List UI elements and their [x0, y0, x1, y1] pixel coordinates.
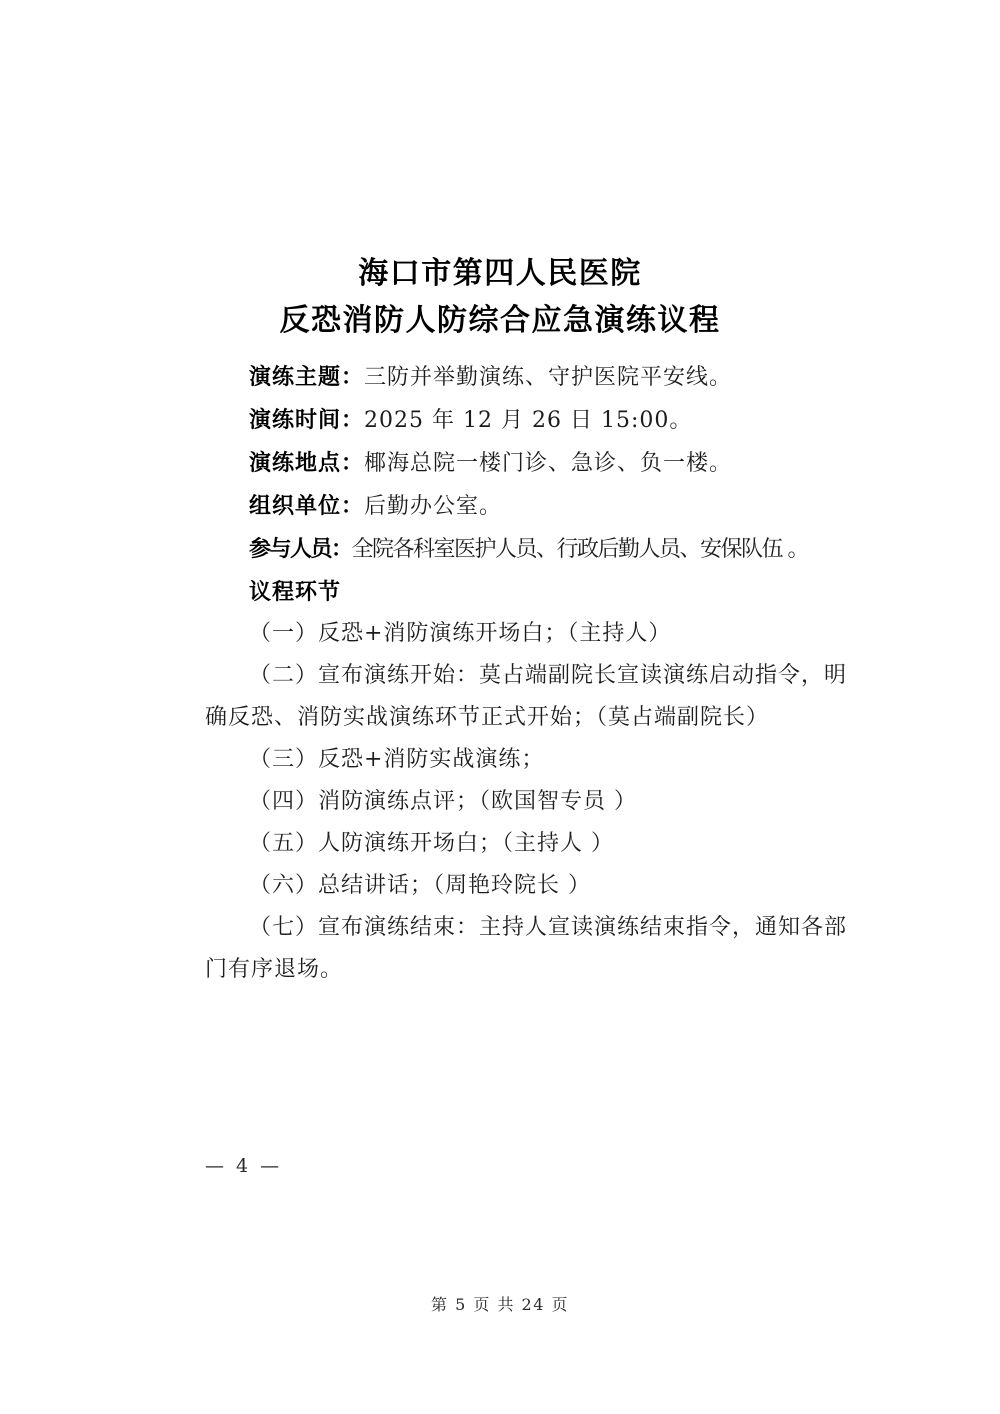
meta-label-time: 演练时间： — [249, 407, 365, 433]
meta-line-time — [205, 399, 850, 442]
title-line-1: 海口市第四人民医院 — [358, 256, 642, 291]
section-heading-agenda: 议程环节 — [249, 579, 342, 605]
meta-line-location — [205, 442, 850, 485]
page-number: — 4 — — [205, 1155, 283, 1177]
meta-value-organizer: 后勤办公室。 — [364, 494, 503, 519]
agenda-item-6: （六）总结讲话；（周艳玲院长 ） — [249, 873, 591, 898]
agenda-item-4: （四）消防演练点评；（欧国智专员 ） — [249, 789, 637, 814]
meta-line-participants — [205, 528, 850, 571]
agenda-item-2: （二）宣布演练开始：莫占端副院长宣读演练启动指令，明确反恐、消防实战演练环节正式开始；（莫占端副院长） — [205, 663, 848, 730]
meta-label-participants: 参与人员： — [249, 536, 352, 562]
title-line-2: 反恐消防人防综合应急演练议程 — [279, 303, 721, 338]
meta-value-participants: 全院各科室医护人员、行政后勤人员、安保队伍 。 — [351, 537, 809, 562]
agenda-item-5: （五）人防演练开场白；（主持人 ） — [249, 831, 614, 856]
meta-label-organizer: 组织单位： — [249, 493, 365, 519]
page-footer: 第 5 页 共 24 页 — [431, 1295, 569, 1314]
meta-line-organizer — [205, 485, 850, 528]
meta-label-theme: 演练主题： — [249, 364, 365, 390]
meta-label-location: 演练地点： — [249, 450, 365, 476]
document-title — [0, 250, 1000, 344]
meta-value-location: 椰海总院一楼门诊、急诊、负一楼。 — [364, 451, 733, 476]
agenda-item-7: （七）宣布演练结束：主持人宣读演练结束指令，通知各部门有序退场。 — [205, 915, 848, 982]
document-body — [205, 356, 850, 991]
agenda-item-1: （一）反恐+消防演练开场白；（主持人） — [249, 621, 672, 646]
meta-value-time: 2025 年 12 月 26 日 15:00。 — [364, 408, 693, 433]
meta-value-theme: 三防并举勤演练、守护医院平安线。 — [364, 365, 733, 390]
agenda-item-3: （三）反恐+消防实战演练； — [249, 747, 545, 772]
meta-line-theme — [205, 356, 850, 399]
